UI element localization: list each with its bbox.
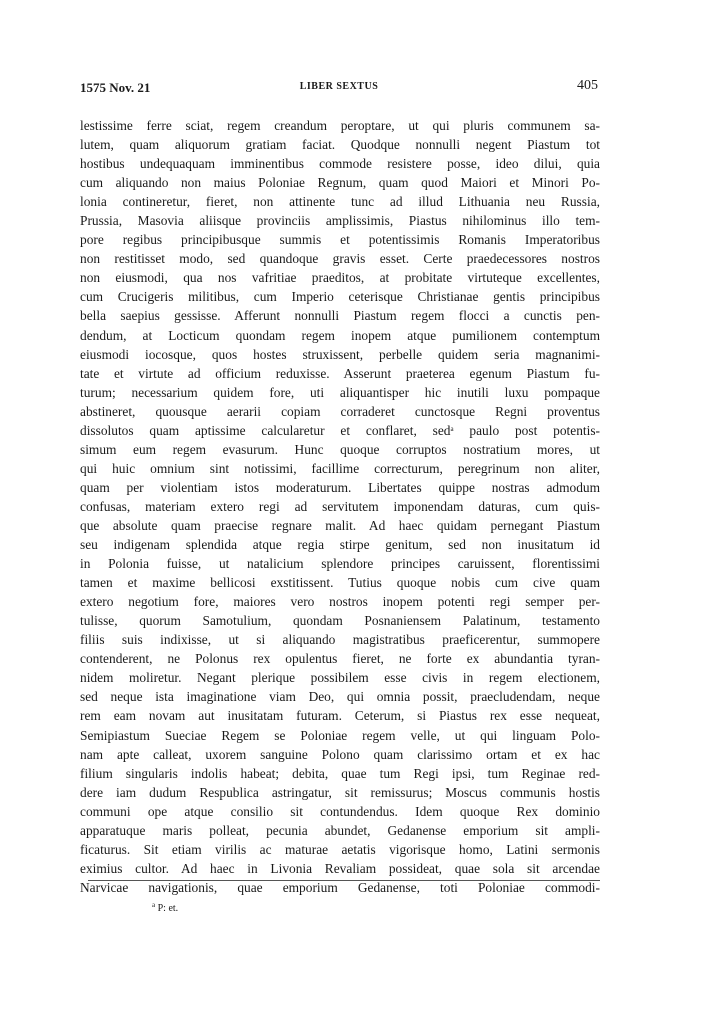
- text-line: [80, 516, 600, 535]
- text-line-continuation: paulo post potentis-: [453, 422, 600, 438]
- text-line-content: sed neque ista imaginatione viam Deo, qui omnia possit, praecludendam, neque: [80, 689, 600, 705]
- footnote: [152, 903, 178, 914]
- page-number: 405: [577, 78, 598, 93]
- text-line: [80, 135, 600, 154]
- text-line-content: qui huic omnium sint notissimi, facillime correcturum, peregrinum non aliter,: [80, 460, 600, 476]
- text-line: [80, 497, 600, 516]
- text-line-content: in Polonia fuisse, ut natalicium splendore principes caruissent, florentissimi: [80, 556, 600, 572]
- text-line-content: dere iam dudum Respublica astringatur, sit remissurus; Moscus communis hostis: [80, 784, 600, 800]
- running-head: [80, 80, 598, 100]
- text-line: [80, 764, 600, 783]
- text-line-content: non eiusmodi, qua nos vafritiae praeditos, at probitate virtuteque excellentes,: [80, 270, 600, 286]
- body-text: [80, 116, 600, 897]
- text-line-content: filium singularis indolis habeat; debita, quae tum Regi ipsi, tum Reginae red-: [80, 765, 600, 781]
- text-line: [80, 154, 600, 173]
- text-line: [80, 554, 600, 573]
- text-line-content: que absolute quam praecise regnare malit. Ad haec quidam pernegant Piastum: [80, 517, 600, 533]
- text-line-content: extero negotium fore, maiores vero nostros inopem potenti regi semper per-: [80, 594, 600, 610]
- text-line-content: Semipiastum Sueciae Regem se Poloniae regem velle, ut qui linguam Polo-: [80, 727, 600, 743]
- text-line-content: seu indigenam splendida atque regia stirpe genitum, sed non inusitatum id: [80, 537, 600, 553]
- footnote-rule: [88, 880, 600, 881]
- text-line: [80, 592, 600, 611]
- text-line-content: turum; necessarium quidem fore, uti aliquantisper hic inutili luxu pompaque: [80, 384, 600, 400]
- text-line-content: confusas, materiam extero regi ad servitutem imponendam daturas, cum quis-: [80, 498, 600, 514]
- text-line: [80, 230, 600, 249]
- text-line: [80, 173, 600, 192]
- text-line: [80, 668, 600, 687]
- text-line-content: communi ope atque consilio sit contundendus. Idem quoque Rex dominio: [80, 803, 600, 819]
- text-line-content: non restitisset modo, sed quandoque gravis esset. Certe praedecessores nostros: [80, 251, 600, 267]
- text-line: [80, 478, 600, 497]
- text-line-content: contenderent, ne Polonus rex opulentus fieret, ne forte ex abundantia tyran-: [80, 651, 600, 667]
- text-line-content: lonia contineretur, fieret, non attinente tunc ad illud Lithuania neu Russia,: [80, 194, 600, 210]
- text-line-content: cum Crucigeris militibus, cum Imperio ceterisque Christianae gentis principibus: [80, 289, 600, 305]
- text-line-content: simum eum regem evasurum. Hunc quoque corruptos nostratium mores, ut: [80, 441, 600, 457]
- text-line: [80, 535, 600, 554]
- text-line-content: nam apte calleat, uxorem sanguine Polono quam clarissimo ortam et ex hac: [80, 746, 600, 762]
- text-line: [80, 440, 600, 459]
- text-line: [80, 364, 600, 383]
- text-line-content: rem eam novam aut inusitatam futuram. Ceterum, si Piastus rex esse nequeat,: [80, 708, 600, 724]
- text-line: [80, 211, 600, 230]
- text-line-content: tulisse, quorum Samotulium, quondam Posnaniensem Palatinum, testamento: [80, 613, 600, 629]
- text-line-content: hostibus undequaquam imminentibus commode resistere posse, ideo dilui, quia: [80, 156, 600, 172]
- text-line: [80, 192, 600, 211]
- text-line-content: pore regibus principibusque summis et potentissimis Romanis Imperatoribus: [80, 232, 600, 248]
- text-line: [80, 726, 600, 745]
- text-line-content: lutem, quam aliquorum gratiam faciat. Quodque nonnulli negent Piastum tot: [80, 137, 600, 153]
- text-line-content: eximius cultor. Ad haec in Livonia Revaliam possideat, quae sola sit arcendae: [80, 860, 600, 876]
- text-line: [80, 345, 600, 364]
- text-line-content: tamen et maxime bellicosi exstitissent. Tutius quoque nobis cum cive quam: [80, 575, 600, 591]
- text-line: [80, 116, 600, 135]
- text-line: [80, 573, 600, 592]
- text-line-content: ficaturus. Sit etiam virilis ac maturae aetatis vigorisque homo, Latini sermonis: [80, 841, 600, 857]
- text-line: [80, 268, 600, 287]
- header-date: 1575 Nov. 21: [80, 80, 151, 95]
- text-line: [80, 402, 600, 421]
- footnote-text: P: et.: [155, 903, 179, 914]
- text-line: [80, 249, 600, 268]
- text-line: [80, 802, 600, 821]
- text-line: [80, 630, 600, 649]
- text-line: [80, 649, 600, 668]
- text-line-content: apparatuque maris polleat, pecunia abundet, Gedanense emporium sit ampli-: [80, 822, 600, 838]
- text-line-content: Prussia, Masovia aliisque provinciis amplissimis, Piastus nihilominus illo tem-: [80, 213, 600, 229]
- text-line: [80, 859, 600, 878]
- text-line: [80, 706, 600, 725]
- footnote-reference: a: [450, 424, 454, 433]
- text-line: [80, 383, 600, 402]
- text-line: [80, 421, 600, 440]
- text-line-content: dissolutos quam aptissime calcularetur et conflaret, sed: [80, 422, 451, 438]
- text-line: [80, 783, 600, 802]
- text-line-content: bella saepius gessisse. Afferunt nonnulli Piastum regem flocci a cunctis pen-: [80, 308, 600, 324]
- text-line-content: abstineret, quousque aerarii copiam corraderet cunctosque Regni proventus: [80, 403, 600, 419]
- text-line: [80, 821, 600, 840]
- text-line-content: eiusmodi iocosque, quos hostes struxissent, perbelle quidem seria magnanimi-: [80, 346, 600, 362]
- footnote-marker: a: [152, 901, 156, 909]
- text-line-content: cum aliquando non maius Poloniae Regnum, quam quod Maiori et Minori Po-: [80, 175, 600, 191]
- text-line: [80, 326, 600, 345]
- text-line: [80, 687, 600, 706]
- text-line: [80, 459, 600, 478]
- header-book-title: LIBER SEXTUS: [299, 81, 379, 92]
- text-line: [80, 287, 600, 306]
- text-line: [80, 611, 600, 630]
- text-line-content: Narvicae navigationis, quae emporium Gedanense, toti Poloniae commodi-: [80, 879, 600, 895]
- text-line-content: lestissime ferre sciat, regem creandum peroptare, ut qui pluris communem sa-: [80, 118, 600, 133]
- text-line-content: filiis suis indixisse, ut si aliquando magistratibus praeficerentur, summopere: [80, 632, 600, 648]
- text-line-content: tate et virtute ad officium reduxisse. Asserunt praeterea egenum Piastum fu-: [80, 365, 600, 381]
- text-line-content: nidem moliretur. Negant plerique possibilem esse civis in regem electionem,: [80, 670, 600, 686]
- text-line-content: quam per violentiam istos moderaturum. Libertates quippe nostras admodum: [80, 479, 600, 495]
- text-line: [80, 840, 600, 859]
- text-line-content: dendum, at Locticum quondam regem inopem atque pumilionem contemptum: [80, 327, 600, 343]
- text-line: [80, 306, 600, 325]
- text-line: [80, 745, 600, 764]
